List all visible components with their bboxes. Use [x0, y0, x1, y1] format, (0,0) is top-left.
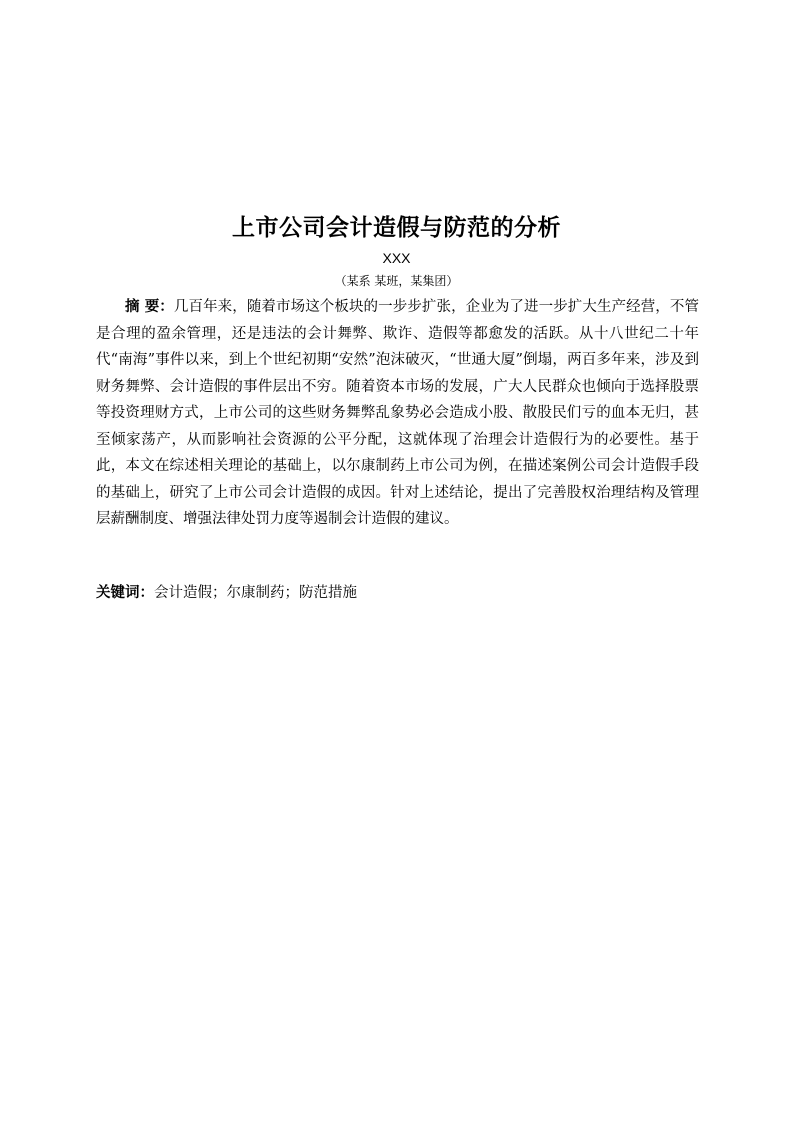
keywords-line — [96, 580, 699, 606]
abstract-text: 几百年来，随着市场这个板块的一步步扩张，企业为了进一步扩大生产经营，不管是合理的盈余管理，还是违法的会计舞弊、欺诈、造假等都愈发的活跃。从十八世纪二十年代“南海”事件以来，到上个世纪初期“安然”泡沫破灭，“世通大厦”倒塌，两百多年来，涉及到财务舞弊、会计造假的事件层出不穷。随着资本市场的发展，广大人民群众也倾向于选择股票等投资理财方式，上市公司的这些财务舞弊乱象势必会造成小股、散股民们亏的血本无归，甚至倾家荡产，从而影响社会资源的公平分配，这就体现了治理会计造假行为的必要性。基于此，本文在综述相关理论的基础上，以尔康制药上市公司为例，在描述案例公司会计造假手段的基础上，研究了上市公司会计造假的成因。针对上述结论，提出了完善股权治理结构及管理层薪酬制度、增强法律处罚力度等遏制会计造假的建议。 — [96, 299, 699, 527]
keywords-label: 关键词： — [96, 585, 154, 601]
paper-title: 上市公司会计造假与防范的分析 — [232, 215, 561, 241]
author-name: XXX — [382, 250, 411, 266]
abstract-paragraph — [96, 294, 699, 533]
abstract-label: 摘 要： — [125, 299, 174, 315]
author-affiliation: （某系 某班，某集团） — [334, 274, 459, 288]
keywords-text: 会计造假；尔康制药；防范措施 — [154, 585, 357, 601]
